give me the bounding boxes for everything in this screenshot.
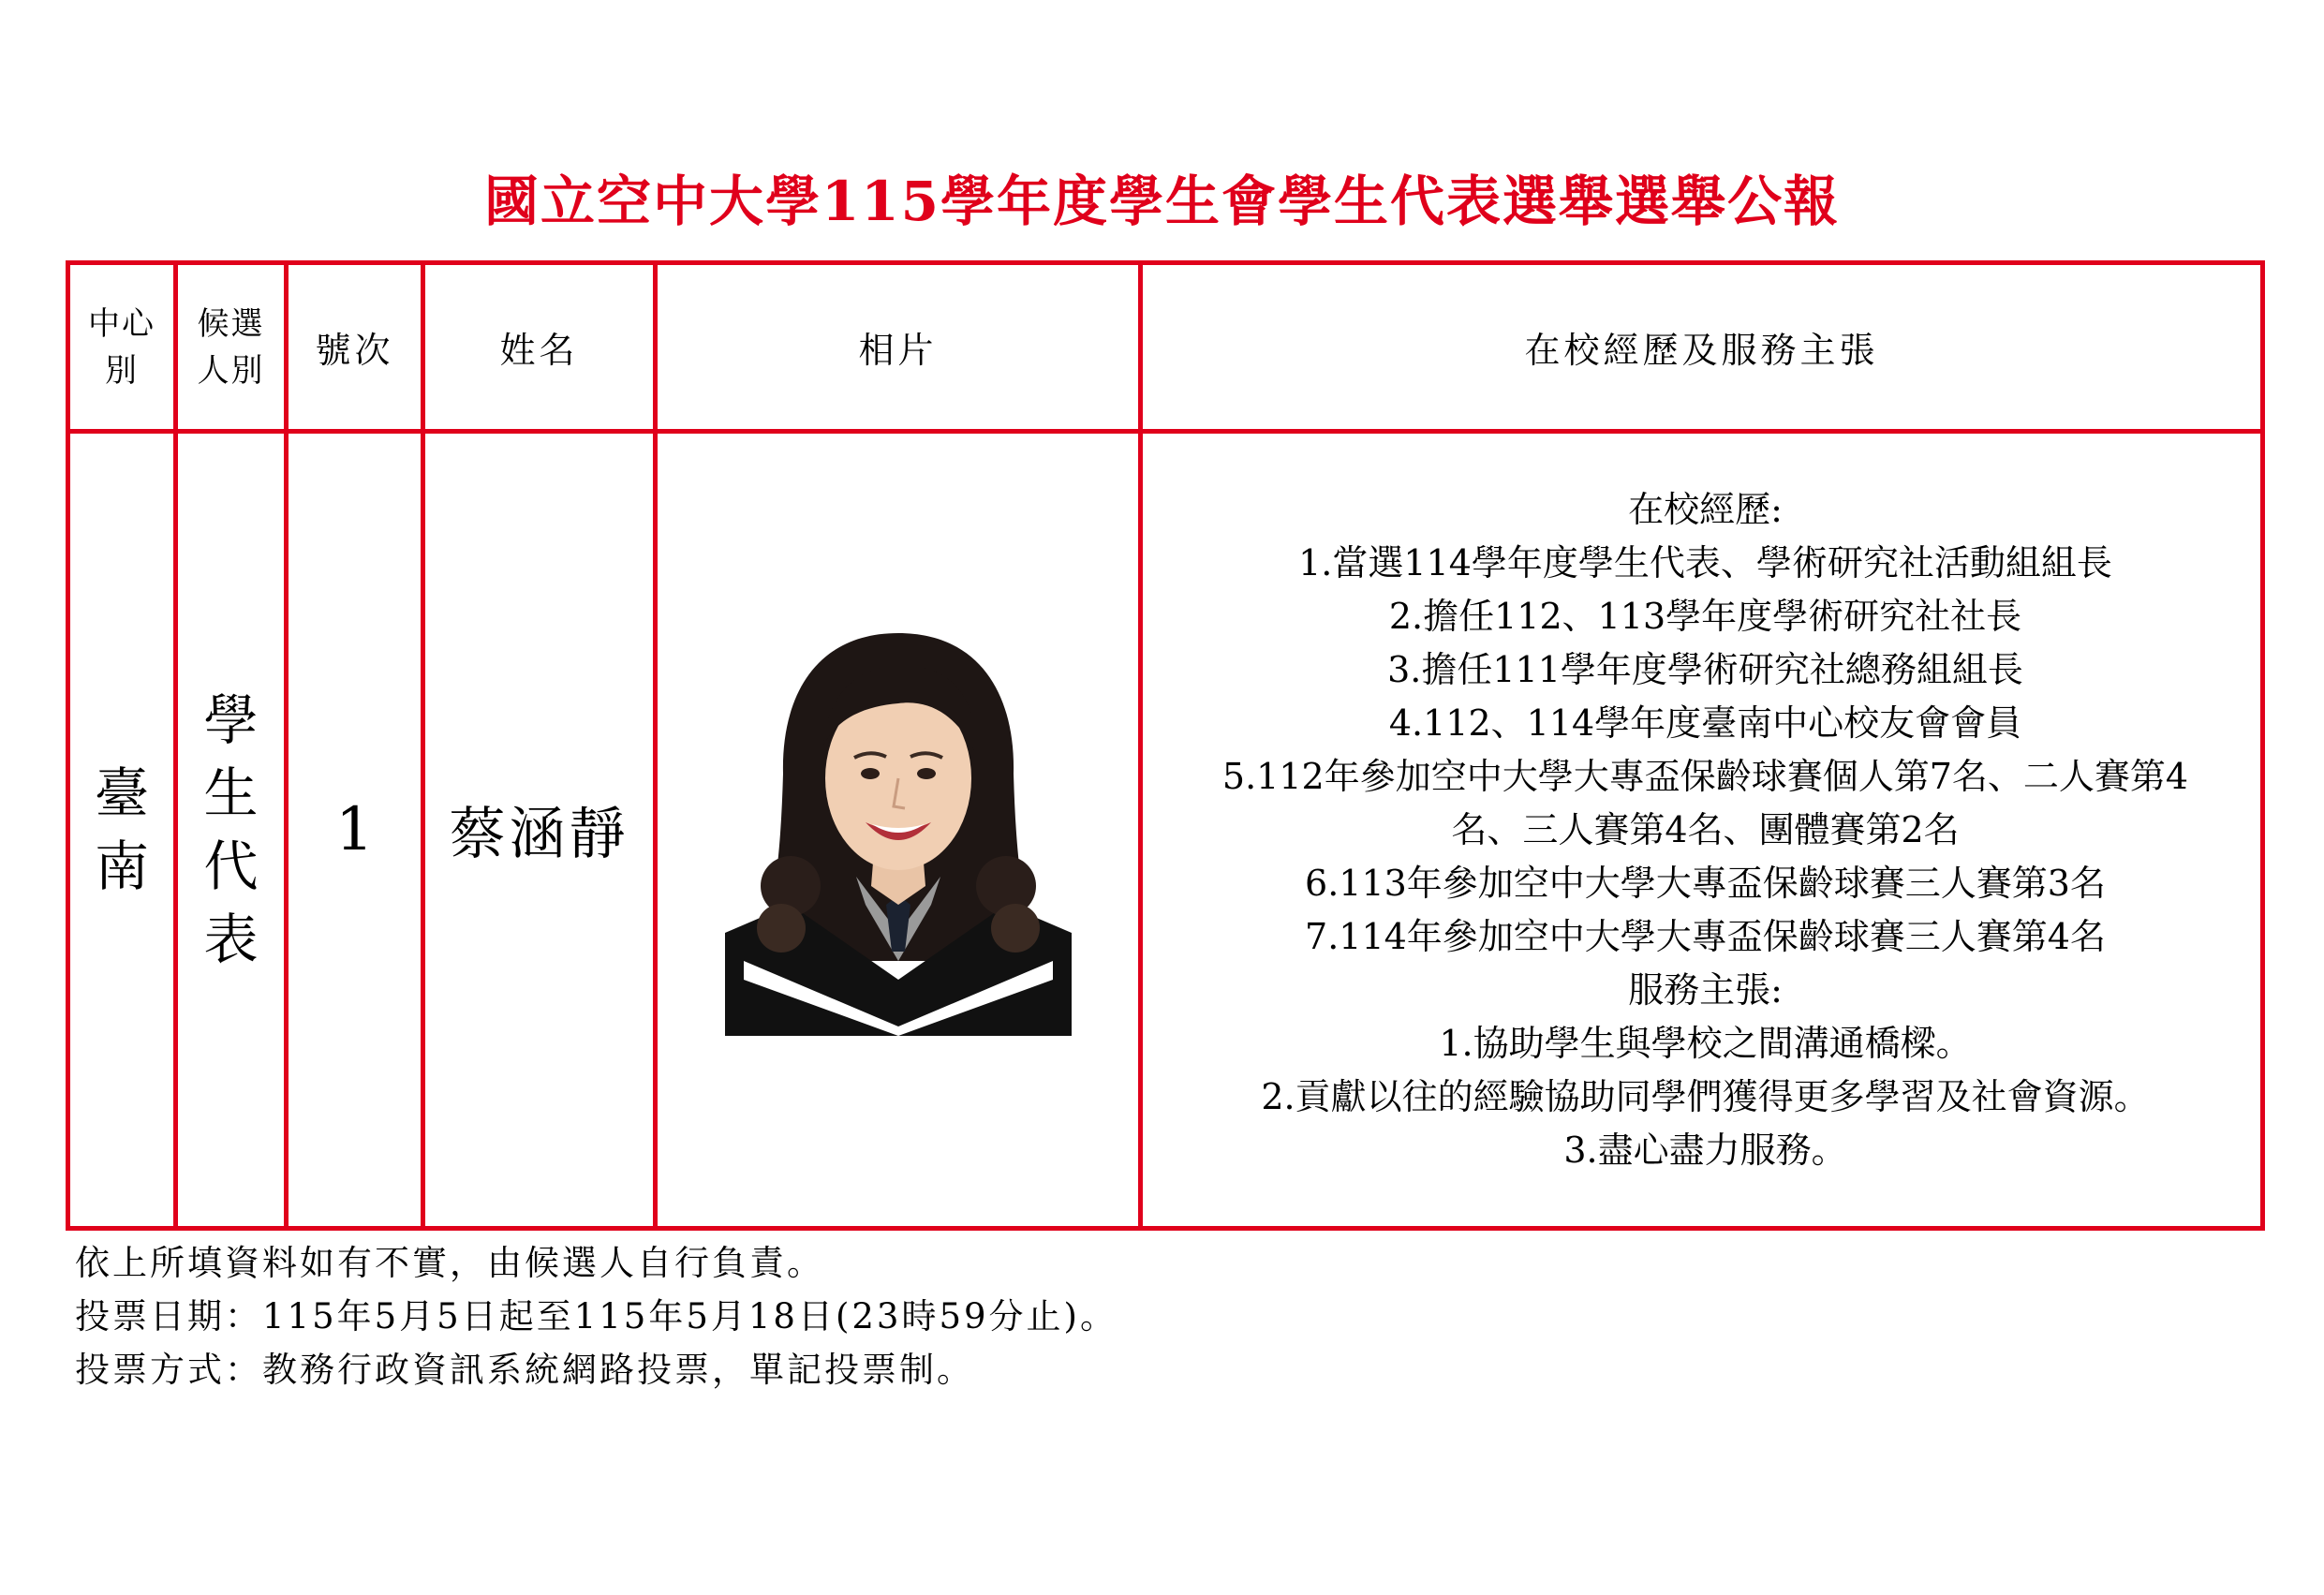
experience-cell (1141, 432, 2263, 1229)
header-name: 姓名 (423, 263, 656, 432)
center-cell (68, 432, 176, 1229)
bio-line: 4.112、114學年度臺南中心校友會會員 (1388, 702, 2022, 744)
header-candidate-type (176, 263, 287, 432)
candidate-row (68, 432, 2263, 1229)
note-voting-dates: 投票日期：115年5月5日起至115年5月18日(23時59分止)。 (75, 1296, 1118, 1337)
candidate-name: 蔡涵靜 (423, 432, 656, 1229)
type-char: 學 (203, 688, 259, 752)
candidate-number: 1 (287, 432, 423, 1229)
type-char: 代 (203, 834, 259, 898)
header-row (68, 263, 2263, 432)
bio-line: 7.114年參加空中大學大專盃保齡球賽三人賽第4名 (1305, 915, 2106, 957)
header-center (68, 263, 176, 432)
type-char: 表 (203, 908, 259, 971)
bio-line: 5.112年參加空中大學大專盃保齡球賽個人第7名、二人賽第4 (1221, 755, 2189, 797)
header-photo: 相片 (656, 263, 1141, 432)
experience-text (1143, 483, 2260, 1177)
bio-line: 6.113年參加空中大學大專盃保齡球賽三人賽第3名 (1305, 862, 2106, 904)
bio-line: 在校經歷: (1628, 488, 1783, 530)
bio-line: 1.協助學生與學校之間溝通橋樑。 (1439, 1022, 1972, 1064)
candidate-type-cell (176, 432, 287, 1229)
bio-line: 1.當選114學年度學生代表、學術研究社活動組組長 (1298, 541, 2112, 583)
candidate-table (66, 260, 2265, 1231)
type-char: 生 (203, 761, 259, 825)
page-title: 國立空中大學115學年度學生會學生代表選舉選舉公報 (483, 170, 1841, 233)
bio-line: 3.盡心盡力服務。 (1563, 1129, 1847, 1171)
bio-line: 3.擔任111學年度學術研究社總務組組長 (1387, 648, 2023, 690)
note-disclaimer: 依上所填資料如有不實，由候選人自行負責。 (75, 1243, 824, 1283)
center-char: 臺 (94, 761, 149, 825)
note-voting-method: 投票方式：教務行政資訊系統網路投票，單記投票制。 (75, 1350, 974, 1390)
center-char: 南 (94, 834, 149, 898)
header-center-line2: 別 (105, 351, 139, 390)
header-number: 號次 (287, 263, 423, 432)
bio-line: 2.擔任112、113學年度學術研究社社長 (1388, 595, 2022, 637)
bio-line: 2.貢獻以往的經驗協助同學們獲得更多學習及社會資源。 (1261, 1075, 2150, 1117)
bio-line: 服務主張: (1628, 968, 1783, 1011)
photo-cell (656, 432, 1141, 1229)
header-type-line2: 人別 (197, 351, 265, 390)
header-type-line1: 候選 (197, 304, 265, 343)
header-experience: 在校經歷及服務主張 (1141, 263, 2263, 432)
footer-notes (75, 1236, 1118, 1396)
header-center-line1: 中心 (88, 304, 155, 343)
bio-line: 名、三人賽第4名、團體賽第2名 (1451, 808, 1960, 850)
candidate-photo (725, 624, 1072, 1036)
